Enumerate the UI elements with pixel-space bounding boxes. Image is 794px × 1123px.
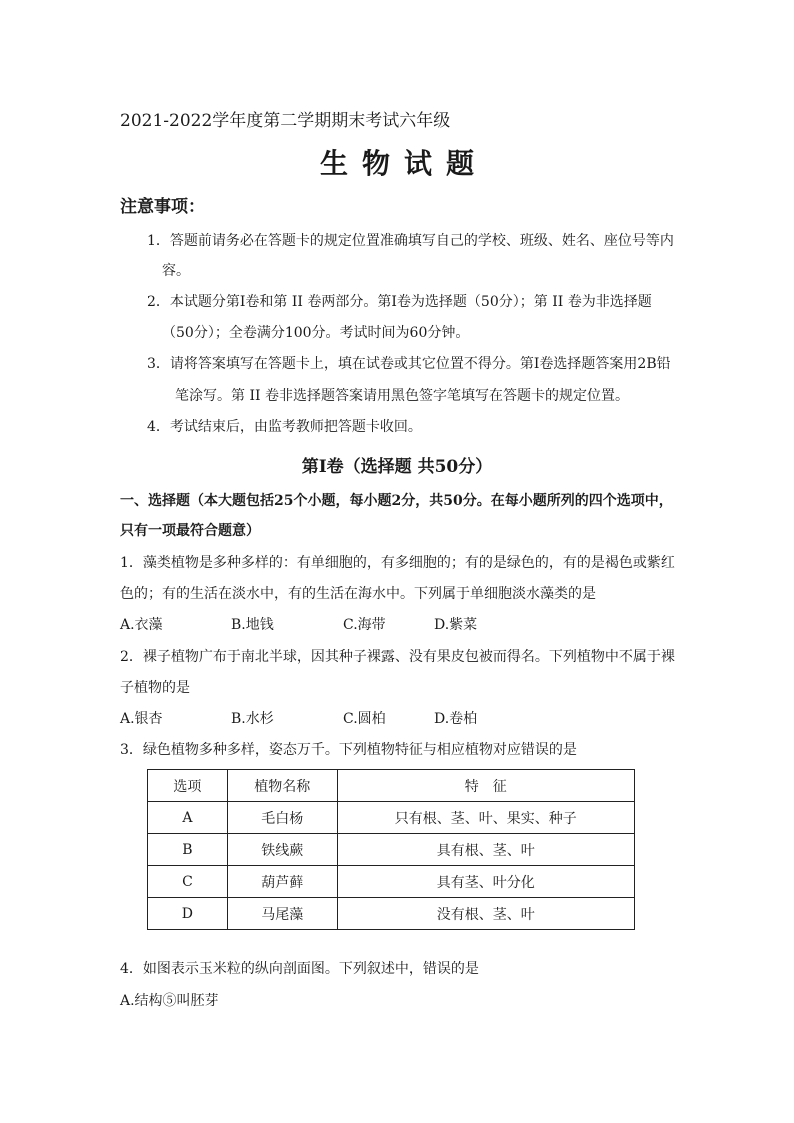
question-1-option-b: B.地钱 bbox=[231, 617, 274, 633]
question-2-option-a: A.银杏 bbox=[120, 711, 163, 727]
exam-header: 2021-2022学年度第二学期期末考试六年级 bbox=[120, 111, 451, 131]
table-cell-option: D bbox=[148, 898, 228, 930]
plant-traits-table bbox=[147, 769, 635, 930]
table-cell-plant-name: 毛白杨 bbox=[227, 802, 337, 834]
table-header-option: 选项 bbox=[148, 770, 228, 802]
question-1-line-2: 色的；有的生活在淡水中，有的生活在海水中。下列属于单细胞淡水藻类的是 bbox=[120, 586, 596, 602]
question-1-line-1: 1．藻类植物是多种多样的：有单细胞的，有多细胞的；有的是绿色的，有的是褐色或紫红 bbox=[120, 555, 675, 571]
table-row bbox=[148, 898, 635, 930]
table-header-plant-name: 植物名称 bbox=[227, 770, 337, 802]
table-cell-feature: 具有根、茎、叶 bbox=[337, 834, 634, 866]
table-cell-plant-name: 铁线蕨 bbox=[227, 834, 337, 866]
question-4-option-a: A.结构⑤叫胚芽 bbox=[120, 993, 219, 1009]
notice-item-3-line-1: 3．请将答案填写在答题卡上，填在试卷或其它位置不得分。第Ⅰ卷选择题答案用2B铅 bbox=[147, 356, 671, 372]
table-header-feature: 特 征 bbox=[337, 770, 634, 802]
question-4-line-1: 4．如图表示玉米粒的纵向剖面图。下列叙述中，错误的是 bbox=[120, 961, 479, 977]
table-row bbox=[148, 866, 635, 898]
table-cell-feature: 只有根、茎、叶、果实、种子 bbox=[337, 802, 634, 834]
table-row bbox=[148, 802, 635, 834]
question-3-line-1: 3．绿色植物多种多样，姿态万千。下列植物特征与相应植物对应错误的是 bbox=[120, 742, 577, 758]
notice-item-1-line-2: 容。 bbox=[162, 263, 190, 279]
table-cell-option: B bbox=[148, 834, 228, 866]
notice-item-2-line-2: （50分）；全卷满分100分。考试时间为60分钟。 bbox=[162, 325, 470, 341]
exam-title: 生物试题 bbox=[319, 147, 488, 180]
table-row bbox=[148, 834, 635, 866]
question-2-line-2: 子植物的是 bbox=[120, 680, 190, 696]
question-1-option-a: A.衣藻 bbox=[120, 617, 163, 633]
question-1-option-d: D.紫菜 bbox=[434, 617, 478, 633]
question-2-option-b: B.水杉 bbox=[231, 711, 274, 727]
table-cell-feature: 具有茎、叶分化 bbox=[337, 866, 634, 898]
notice-item-4: 4．考试结束后，由监考教师把答题卡收回。 bbox=[147, 419, 422, 435]
notice-item-2-line-1: 2．本试题分第Ⅰ卷和第 II 卷两部分。第Ⅰ卷为选择题（50分）；第 II 卷为非选择题 bbox=[147, 294, 652, 310]
question-2-option-d: D.卷柏 bbox=[434, 711, 478, 727]
table-header-row bbox=[148, 770, 635, 802]
question-1-option-c: C.海带 bbox=[343, 617, 386, 633]
table-cell-plant-name: 葫芦藓 bbox=[227, 866, 337, 898]
table-cell-option: A bbox=[148, 802, 228, 834]
table-cell-plant-name: 马尾藻 bbox=[227, 898, 337, 930]
table-cell-feature: 没有根、茎、叶 bbox=[337, 898, 634, 930]
notice-item-3-line-2: 笔涂写。第 II 卷非选择题答案请用黑色签字笔填写在答题卡的规定位置。 bbox=[175, 388, 629, 404]
notice-item-1-line-1: 1．答题前请务必在答题卡的规定位置准确填写自己的学校、班级、姓名、座位号等内 bbox=[147, 233, 674, 249]
part-one-instructions-line-1: 一、选择题（本大题包括25个小题，每小题2分，共50分。在每小题所列的四个选项中， bbox=[120, 493, 673, 509]
notice-heading: 注意事项： bbox=[120, 197, 205, 217]
question-2-option-c: C.圆柏 bbox=[343, 711, 386, 727]
section-title: 第Ⅰ卷（选择题 共50分） bbox=[301, 457, 493, 477]
table-cell-option: C bbox=[148, 866, 228, 898]
part-one-instructions-line-2: 只有一项最符合题意） bbox=[120, 523, 260, 539]
question-2-line-1: 2．裸子植物广布于南北半球，因其种子裸露、没有果皮包被而得名。下列植物中不属于裸 bbox=[120, 649, 675, 665]
